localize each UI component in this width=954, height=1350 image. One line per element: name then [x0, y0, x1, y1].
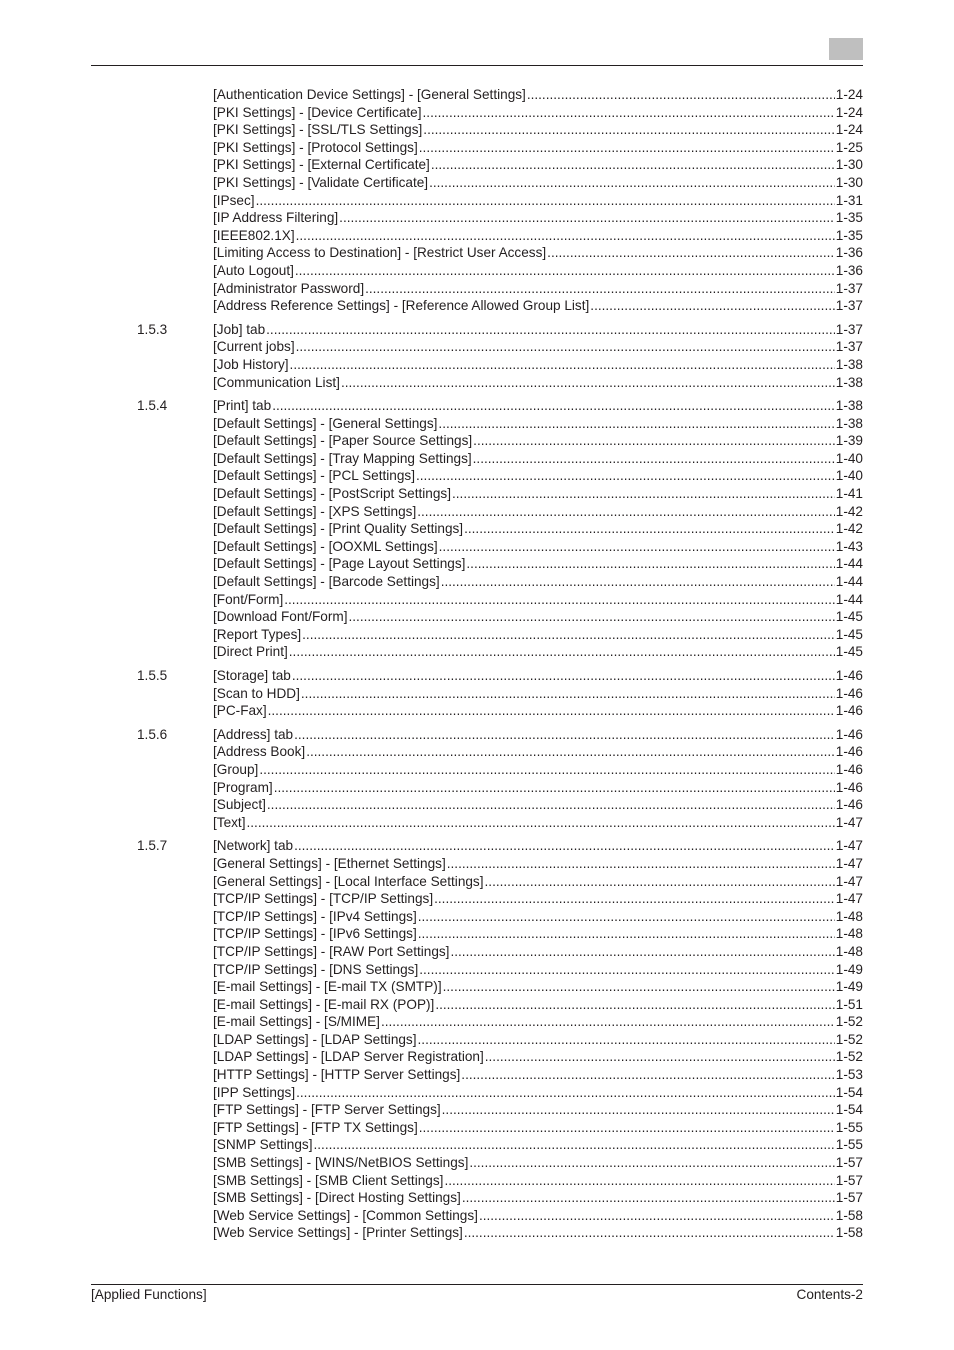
- toc-entry[interactable]: [0, 855, 954, 873]
- toc-entry-page: 1-40: [835, 450, 863, 466]
- toc-entry[interactable]: [0, 743, 954, 761]
- toc-entry[interactable]: [0, 1136, 954, 1154]
- toc-entry[interactable]: [0, 104, 954, 122]
- toc-entry-title: [PKI Settings] - [Protocol Settings]: [213, 139, 418, 155]
- toc-entry[interactable]: [0, 873, 954, 891]
- toc-entry[interactable]: [0, 209, 954, 227]
- dot-leader: [547, 244, 835, 262]
- toc-entry[interactable]: [0, 1048, 954, 1066]
- dot-leader: [485, 1048, 835, 1066]
- toc-entry-title: [Program]: [213, 779, 273, 795]
- toc-entry-page: 1-35: [835, 210, 863, 226]
- toc-entry-page: 1-38: [835, 398, 863, 414]
- dot-leader: [423, 104, 835, 122]
- section-number: 1.5.5: [137, 668, 168, 683]
- toc-entry[interactable]: [0, 978, 954, 996]
- dot-leader: [473, 432, 835, 450]
- toc-entry-title: [IEEE802.1X]: [213, 227, 295, 243]
- toc-entry-page: 1-54: [835, 1102, 863, 1118]
- dot-leader: [417, 503, 835, 521]
- toc-entry-page: 1-44: [835, 556, 863, 572]
- toc-entry-title: [Storage] tab: [213, 668, 291, 683]
- page-tab-marker: [829, 38, 863, 60]
- toc-entry[interactable]: [0, 779, 954, 797]
- dot-leader: [272, 397, 835, 415]
- dot-leader: [284, 591, 835, 609]
- toc-entry-page: 1-52: [835, 1049, 863, 1065]
- dot-leader: [479, 1207, 835, 1225]
- dot-leader: [381, 1013, 835, 1031]
- toc-entry[interactable]: [0, 139, 954, 157]
- toc-entry[interactable]: [0, 591, 954, 609]
- toc-entry[interactable]: [0, 1172, 954, 1190]
- toc-entry-title: [Address Reference Settings] - [Reference Allowed Group List]: [213, 298, 590, 314]
- toc-entry[interactable]: [0, 1207, 954, 1225]
- dot-leader: [438, 415, 834, 433]
- toc-entry-page: 1-47: [835, 873, 863, 889]
- dot-leader: [294, 837, 835, 855]
- toc-entry-page: 1-46: [835, 761, 863, 777]
- toc-entry-title: [Scan to HDD]: [213, 685, 300, 701]
- toc-entry-page: 1-42: [835, 521, 863, 537]
- toc-entry-title: [Web Service Settings] - [Printer Settings]: [213, 1225, 463, 1241]
- toc-entry[interactable]: [0, 925, 954, 943]
- toc-entry[interactable]: [0, 726, 954, 744]
- toc-entry-page: 1-45: [835, 626, 863, 642]
- toc-entry-title: [Default Settings] - [Barcode Settings]: [213, 574, 440, 590]
- toc-entry[interactable]: [0, 374, 954, 392]
- toc-entry-title: [Network] tab: [213, 838, 294, 854]
- toc-entry-title: [Default Settings] - [PostScript Settings]: [213, 486, 451, 502]
- dot-leader: [267, 796, 835, 814]
- section-number: 1.5.7: [137, 838, 168, 854]
- toc-entry-page: 1-46: [835, 797, 863, 813]
- toc-entry-page: 1-47: [835, 814, 863, 830]
- toc-entry[interactable]: [0, 86, 954, 104]
- toc-entry-title: [Limiting Access to Destination] - [Restrict User Access]: [213, 245, 547, 261]
- toc-entry[interactable]: [0, 450, 954, 468]
- toc-entry-title: [LDAP Settings] - [LDAP Settings]: [213, 1031, 417, 1047]
- toc-entry[interactable]: [0, 156, 954, 174]
- toc-entry-page: 1-46: [835, 779, 863, 795]
- dot-leader: [485, 873, 835, 891]
- dot-leader: [434, 890, 835, 908]
- toc-entry[interactable]: [0, 415, 954, 433]
- dot-leader: [418, 1031, 835, 1049]
- dot-leader: [435, 996, 834, 1014]
- toc-entry-title: [PKI Settings] - [Validate Certificate]: [213, 174, 429, 190]
- toc-entry-title: [IP Address Filtering]: [213, 210, 339, 226]
- toc-entry-page: 1-24: [835, 122, 863, 138]
- toc-entry-page: 1-46: [835, 685, 863, 701]
- toc-entry[interactable]: [0, 1066, 954, 1084]
- toc-entry[interactable]: [0, 280, 954, 298]
- dot-leader: [259, 761, 834, 779]
- toc-entry-title: [Font/Form]: [213, 591, 284, 607]
- toc-entry-title: [IPP Settings]: [213, 1084, 296, 1100]
- toc-entry-page: 1-36: [835, 245, 863, 261]
- toc-entry-title: [LDAP Settings] - [LDAP Server Registration]: [213, 1049, 484, 1065]
- dot-leader: [246, 814, 834, 832]
- toc-entry-title: [Job History]: [213, 356, 289, 372]
- toc-entry-page: 1-41: [835, 486, 863, 502]
- dot-leader: [339, 209, 835, 227]
- toc-entry-page: 1-52: [835, 1014, 863, 1030]
- toc-entry-page: 1-30: [835, 157, 863, 173]
- toc-entry-title: [Default Settings] - [Tray Mapping Settings]: [213, 450, 472, 466]
- toc-entry-page: 1-47: [835, 838, 863, 854]
- toc-entry-title: [HTTP Settings] - [HTTP Server Settings]: [213, 1067, 461, 1083]
- toc-entry-page: 1-24: [835, 104, 863, 120]
- toc-entry-title: [PC-Fax]: [213, 703, 267, 719]
- dot-leader: [341, 374, 835, 392]
- toc-entry[interactable]: [0, 814, 954, 832]
- toc-entry[interactable]: [0, 573, 954, 591]
- toc-section: [0, 86, 954, 315]
- toc-entry-title: [Administrator Password]: [213, 280, 365, 296]
- dot-leader: [429, 174, 835, 192]
- dot-leader: [439, 538, 835, 556]
- toc-entry-page: 1-46: [835, 703, 863, 719]
- toc-section: [0, 837, 954, 1242]
- toc-entry-page: 1-53: [835, 1067, 863, 1083]
- section-number: 1.5.3: [137, 321, 168, 337]
- toc-entry-page: 1-55: [835, 1137, 863, 1153]
- toc-entry-title: [SMB Settings] - [WINS/NetBIOS Settings]: [213, 1155, 469, 1171]
- toc-entry-title: [SNMP Settings]: [213, 1137, 313, 1153]
- toc-entry[interactable]: [0, 837, 954, 855]
- dot-leader: [462, 1189, 835, 1207]
- toc-entry[interactable]: [0, 432, 954, 450]
- toc-entry-title: [Report Types]: [213, 626, 302, 642]
- toc-entry-page: 1-36: [835, 262, 863, 278]
- dot-leader: [301, 685, 835, 703]
- toc-entry-page: 1-46: [835, 744, 863, 760]
- toc-entry-title: [PKI Settings] - [External Certificate]: [213, 157, 430, 173]
- toc-entry-page: 1-49: [835, 961, 863, 977]
- dot-leader: [418, 925, 835, 943]
- toc-entry-page: 1-57: [835, 1172, 863, 1188]
- toc-entry[interactable]: [0, 356, 954, 374]
- toc-entry[interactable]: [0, 503, 954, 521]
- toc-entry[interactable]: [0, 297, 954, 315]
- toc-entry[interactable]: [0, 702, 954, 720]
- footer-section-title: [Applied Functions]: [91, 1287, 207, 1302]
- toc-entry-page: 1-49: [835, 979, 863, 995]
- toc-section: [0, 321, 954, 391]
- toc-entry[interactable]: [0, 1031, 954, 1049]
- dot-leader: [444, 1172, 834, 1190]
- toc-entry-title: [Default Settings] - [PCL Settings]: [213, 468, 415, 484]
- dot-leader: [296, 227, 835, 245]
- toc-entry[interactable]: [0, 667, 954, 685]
- section-number: 1.5.6: [137, 726, 168, 742]
- toc-entry-page: 1-46: [835, 726, 863, 742]
- toc-entry-title: [TCP/IP Settings] - [IPv4 Settings]: [213, 908, 417, 924]
- toc-entry-page: 1-38: [835, 374, 863, 390]
- toc-entry-title: [Default Settings] - [Paper Source Settings]: [213, 433, 473, 449]
- toc-entry-page: 1-44: [835, 591, 863, 607]
- dot-leader: [348, 608, 834, 626]
- toc-entry[interactable]: [0, 626, 954, 644]
- dot-leader: [302, 626, 835, 644]
- dot-leader: [423, 121, 834, 139]
- toc-entry-title: [FTP Settings] - [FTP Server Settings]: [213, 1102, 441, 1118]
- toc-entry-page: 1-55: [835, 1119, 863, 1135]
- toc-entry[interactable]: [0, 174, 954, 192]
- dot-leader: [443, 978, 835, 996]
- dot-leader: [289, 643, 835, 661]
- toc-entry-title: [Group]: [213, 761, 259, 777]
- dot-leader: [450, 943, 834, 961]
- toc-entry-page: 1-46: [835, 668, 863, 683]
- toc-entry[interactable]: [0, 961, 954, 979]
- toc-entry-title: [General Settings] - [Local Interface Settings]: [213, 873, 484, 889]
- toc-entry-page: 1-25: [835, 139, 863, 155]
- toc-entry-title: [Print] tab: [213, 398, 272, 414]
- toc-entry-title: [E-mail Settings] - [E-mail TX (SMTP)]: [213, 979, 442, 995]
- dot-leader: [296, 338, 835, 356]
- dot-leader: [306, 743, 835, 761]
- dot-leader: [313, 1136, 834, 1154]
- toc-entry-page: 1-58: [835, 1225, 863, 1241]
- toc-entry-title: [E-mail Settings] - [S/MIME]: [213, 1014, 380, 1030]
- toc-entry-title: [Job] tab: [213, 321, 266, 337]
- dot-leader: [464, 1224, 835, 1242]
- dot-leader: [419, 961, 835, 979]
- toc-entry-title: [Default Settings] - [Print Quality Settings]: [213, 521, 464, 537]
- toc-entry-title: [Auto Logout]: [213, 262, 294, 278]
- toc-entry-page: 1-38: [835, 415, 863, 431]
- dot-leader: [256, 192, 835, 210]
- toc-entry[interactable]: [0, 192, 954, 210]
- toc-entry-title: [IPsec]: [213, 192, 255, 208]
- toc-entry-title: [General Settings] - [Ethernet Settings]: [213, 855, 446, 871]
- toc-entry-title: [TCP/IP Settings] - [TCP/IP Settings]: [213, 891, 434, 907]
- dot-leader: [416, 467, 835, 485]
- dot-leader: [469, 1154, 834, 1172]
- toc-entry-page: 1-47: [835, 855, 863, 871]
- toc-entry-page: 1-40: [835, 468, 863, 484]
- dot-leader: [290, 356, 835, 374]
- toc-entry[interactable]: [0, 943, 954, 961]
- toc-entry-title: [Communication List]: [213, 374, 340, 390]
- toc-entry-page: 1-54: [835, 1084, 863, 1100]
- toc-entry[interactable]: [0, 908, 954, 926]
- dot-leader: [418, 908, 835, 926]
- toc-entry-page: 1-52: [835, 1031, 863, 1047]
- toc-entry-title: [Default Settings] - [Page Layout Settings]: [213, 556, 466, 572]
- toc-entry-title: [SMB Settings] - [Direct Hosting Settings]: [213, 1190, 461, 1206]
- toc-entry[interactable]: [0, 262, 954, 280]
- toc-entry[interactable]: [0, 890, 954, 908]
- toc-entry-page: 1-37: [835, 280, 863, 296]
- toc-entry-page: 1-57: [835, 1190, 863, 1206]
- dot-leader: [295, 262, 835, 280]
- toc-entry[interactable]: [0, 996, 954, 1014]
- toc-entry[interactable]: [0, 1154, 954, 1172]
- toc-entry-title: [Direct Print]: [213, 644, 288, 660]
- toc-entry-page: 1-30: [835, 174, 863, 190]
- toc-section: [0, 397, 954, 661]
- dot-leader: [274, 779, 835, 797]
- toc-entry[interactable]: [0, 1224, 954, 1242]
- toc-entry-title: [Text]: [213, 814, 246, 830]
- table-of-contents: [0, 86, 954, 1248]
- footer-page-number: Contents-2: [796, 1287, 863, 1302]
- dot-leader: [419, 1119, 835, 1137]
- toc-entry[interactable]: [0, 485, 954, 503]
- toc-entry-title: [Web Service Settings] - [Common Settings]: [213, 1207, 478, 1223]
- toc-entry-page: 1-39: [835, 433, 863, 449]
- toc-entry-page: 1-48: [835, 926, 863, 942]
- toc-entry[interactable]: [0, 244, 954, 262]
- dot-leader: [466, 555, 834, 573]
- toc-entry[interactable]: [0, 1013, 954, 1031]
- toc-entry-page: 1-37: [835, 298, 863, 314]
- toc-entry[interactable]: [0, 121, 954, 139]
- toc-entry-title: [Subject]: [213, 797, 266, 813]
- toc-entry[interactable]: [0, 1084, 954, 1102]
- toc-entry-page: 1-38: [835, 356, 863, 372]
- toc-entry[interactable]: [0, 520, 954, 538]
- toc-entry-title: [PKI Settings] - [Device Certificate]: [213, 104, 422, 120]
- toc-entry[interactable]: [0, 1101, 954, 1119]
- dot-leader: [266, 321, 835, 339]
- dot-leader: [447, 855, 835, 873]
- toc-entry-page: 1-48: [835, 908, 863, 924]
- dot-leader: [464, 520, 835, 538]
- toc-entry-title: [SMB Settings] - [SMB Client Settings]: [213, 1172, 444, 1188]
- toc-entry-title: [Default Settings] - [General Settings]: [213, 415, 438, 431]
- dot-leader: [365, 280, 835, 298]
- section-number: 1.5.4: [137, 398, 168, 414]
- dot-leader: [419, 139, 835, 157]
- toc-entry[interactable]: [0, 608, 954, 626]
- dot-leader: [268, 702, 835, 720]
- toc-entry-title: [Address Book]: [213, 744, 306, 760]
- toc-entry-title: [Default Settings] - [OOXML Settings]: [213, 538, 438, 554]
- footer-rule: [91, 1284, 863, 1285]
- toc-entry-title: [TCP/IP Settings] - [IPv6 Settings]: [213, 926, 417, 942]
- toc-entry-page: 1-24: [835, 87, 863, 102]
- dot-leader: [473, 450, 835, 468]
- dot-leader: [292, 667, 835, 685]
- toc-entry-title: [PKI Settings] - [SSL/TLS Settings]: [213, 122, 423, 138]
- toc-entry-page: 1-42: [835, 503, 863, 519]
- toc-entry-title: [Download Font/Form]: [213, 609, 348, 625]
- dot-leader: [590, 297, 834, 315]
- toc-entry[interactable]: [0, 338, 954, 356]
- toc-entry[interactable]: [0, 538, 954, 556]
- toc-entry-title: [TCP/IP Settings] - [DNS Settings]: [213, 961, 419, 977]
- toc-entry-page: 1-57: [835, 1155, 863, 1171]
- toc-entry-title: [FTP Settings] - [FTP TX Settings]: [213, 1119, 418, 1135]
- toc-entry-page: 1-48: [835, 943, 863, 959]
- toc-entry[interactable]: [0, 643, 954, 661]
- toc-entry[interactable]: [0, 761, 954, 779]
- dot-leader: [296, 1084, 835, 1102]
- dot-leader: [441, 573, 835, 591]
- toc-entry-page: 1-47: [835, 891, 863, 907]
- toc-section: [0, 726, 954, 832]
- toc-section: [0, 667, 954, 720]
- toc-entry[interactable]: [0, 796, 954, 814]
- toc-entry-title: [Current jobs]: [213, 339, 295, 355]
- dot-leader: [431, 156, 835, 174]
- toc-entry-page: 1-45: [835, 644, 863, 660]
- toc-entry[interactable]: [0, 467, 954, 485]
- toc-entry-page: 1-45: [835, 609, 863, 625]
- toc-entry-page: 1-58: [835, 1207, 863, 1223]
- header-rule: [91, 65, 863, 66]
- toc-entry[interactable]: [0, 1119, 954, 1137]
- toc-entry[interactable]: [0, 685, 954, 703]
- toc-entry-title: [Address] tab: [213, 726, 294, 742]
- toc-entry-page: 1-31: [835, 192, 863, 208]
- dot-leader: [294, 726, 835, 744]
- toc-entry-page: 1-37: [835, 339, 863, 355]
- toc-entry-page: 1-44: [835, 574, 863, 590]
- toc-entry[interactable]: [0, 397, 954, 415]
- toc-entry-page: 1-35: [835, 227, 863, 243]
- toc-entry-page: 1-37: [835, 321, 863, 337]
- toc-entry-title: [TCP/IP Settings] - [RAW Port Settings]: [213, 943, 450, 959]
- toc-entry[interactable]: [0, 1189, 954, 1207]
- toc-entry-page: 1-43: [835, 538, 863, 554]
- toc-entry-title: [E-mail Settings] - [E-mail RX (POP)]: [213, 996, 435, 1012]
- dot-leader: [527, 86, 835, 104]
- dot-leader: [442, 1101, 835, 1119]
- dot-leader: [452, 485, 835, 503]
- toc-entry-title: [Default Settings] - [XPS Settings]: [213, 503, 417, 519]
- toc-entry[interactable]: [0, 555, 954, 573]
- toc-entry-title: [Authentication Device Settings] - [General Settings]: [213, 87, 526, 102]
- toc-entry[interactable]: [0, 227, 954, 245]
- toc-entry[interactable]: [0, 321, 954, 339]
- dot-leader: [461, 1066, 834, 1084]
- toc-entry-page: 1-51: [835, 996, 863, 1012]
